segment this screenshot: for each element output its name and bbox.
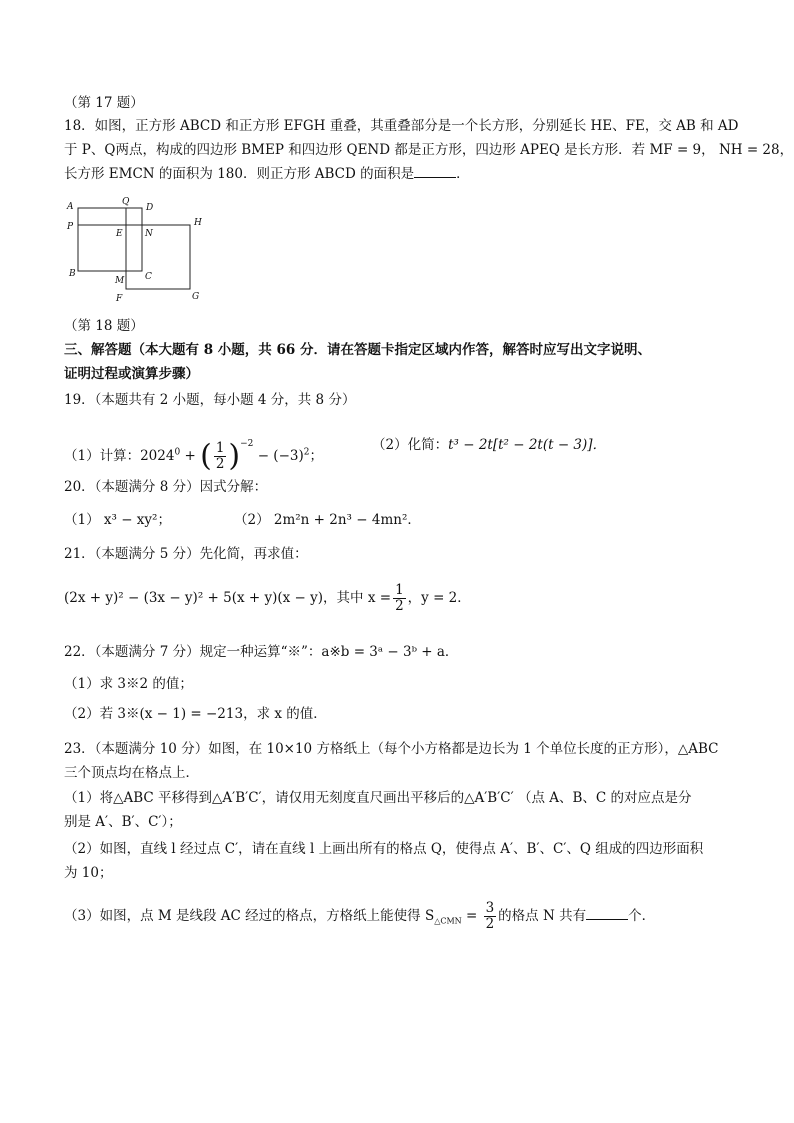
q23-line7-text: （3）如图，点 M 是线段 AC 经过的格点，方格纸上能使得 S (64, 908, 435, 924)
q23-line5: （2）如图，直线 l 经过点 C′，请在直线 l 上画出所有的格点 Q，使得点 A′、B′、C′、Q 组成的四边形面积 (64, 841, 704, 857)
q18-line3 (64, 165, 470, 183)
label-d: D (146, 203, 154, 213)
q19-fraction (214, 441, 227, 472)
label-p: P (67, 222, 74, 232)
caption-q17: （第 17 题） (64, 95, 144, 111)
q19-head: 19．（本题共有 2 小题，每小题 4 分，共 8 分） (64, 392, 356, 408)
q19-p1-end: ； (309, 448, 323, 464)
right-paren: ) (228, 438, 241, 474)
q20-part1: （1） x³ − xy²； (64, 512, 171, 528)
q23-line1: 23．（本题满分 10 分）如图，在 10×10 方格纸上（每个小方格都是边长为 1 个单位长度的正方形），△ABC (64, 741, 719, 757)
q20-head: 20．（本题满分 8 分）因式分解： (64, 479, 268, 495)
q21-expr: (2x + y)² − (3x − y)² + 5(x + y)(x − y)，其中 x = (64, 590, 392, 606)
q18-line2: 于 P、Q两点，构成的四边形 BMEP 和四边形 QEND 都是正方形，四边形 APEQ 是长方形．若 MF = 9， NH = 28， (64, 142, 794, 158)
q21-expr-line (64, 578, 471, 618)
q18-line1: 18．如图，正方形 ABCD 和正方形 EFGH 重叠，其重叠部分是一个长方形，分别延长 HE、FE，交 AB 和 AD (64, 118, 739, 134)
frac-num: 1 (215, 440, 225, 456)
caption-q18: （第 18 题） (64, 318, 144, 334)
q23-line3: （1）将△ABC 平移得到△A′B′C′，请仅用无刻度直尺画出平移后的△A′B′C′ （点 A、B、C 的对应点是分 (64, 790, 692, 806)
label-f: F (116, 294, 123, 304)
q19-part1 (64, 424, 323, 474)
q21-tail: ，y = 2． (407, 590, 471, 606)
frac-num: 3 (485, 900, 495, 916)
square-abcd (78, 208, 142, 271)
q22-part2: （2）若 3※(x − 1) = −213，求 x 的值． (64, 706, 327, 722)
q23-line7-sub: △CMN (434, 916, 462, 926)
answer-blank[interactable] (586, 907, 628, 920)
answer-blank[interactable] (414, 165, 456, 178)
q20-part2: （2） 2m²n + 2n³ − 4mn²． (234, 512, 421, 528)
label-c: C (145, 272, 152, 282)
q21-head: 21．（本题满分 5 分）先化简，再求值： (64, 546, 308, 562)
q19-p2-label: （2）化简： (372, 437, 449, 453)
q18-line3-text: 长方形 EMCN 的面积为 180．则正方形 ABCD 的面积是 (64, 166, 415, 182)
q21-fraction (393, 583, 406, 614)
q19-p2-expr: t³ − 2t[t² − 2t(t − 3)]． (448, 437, 607, 453)
label-a: A (67, 202, 74, 212)
q22-part1: （1）求 3※2 的值； (64, 676, 193, 692)
q19-p1-exp2: 2 (303, 447, 310, 458)
q23-fraction (484, 901, 497, 932)
q23-line4: 别是 A′、B′、C′）； (64, 814, 182, 830)
frac-num: 1 (395, 582, 404, 598)
figure-q18 (64, 196, 214, 308)
q18-line3-end: ． (456, 166, 470, 182)
q23-line7-end: 个． (628, 908, 656, 924)
label-n: N (145, 229, 153, 239)
frac-den: 2 (215, 456, 225, 472)
q23-line7-eq: = (461, 908, 482, 924)
q19-p1-base: 2024 (140, 448, 175, 464)
q23-line7-text2: 的格点 N 共有 (498, 908, 587, 924)
square-efgh (126, 225, 190, 289)
left-paren: ( (200, 438, 212, 474)
q19-p1-exp: −2 (240, 439, 254, 449)
q19-p1-label: （1）计算： (64, 448, 141, 464)
q23-line7 (64, 896, 655, 936)
q23-line2: 三个顶点均在格点上． (64, 765, 199, 781)
label-m: M (115, 276, 125, 286)
q19-p1-plus: + (180, 448, 201, 464)
q19-p1-rest: − (−3) (253, 448, 304, 464)
q23-line6: 为 10； (64, 865, 113, 881)
frac-den: 2 (395, 598, 404, 614)
q19-p1-exp0: 0 (174, 447, 181, 458)
q22-head: 22．（本题满分 7 分）规定一种运算“※”：a※b = 3ᵃ − 3ᵇ + a． (64, 644, 459, 660)
label-b: B (69, 269, 76, 279)
label-h: H (194, 218, 202, 228)
section3-line1: 三、解答题（本大题有 8 小题，共 66 分．请在答题卡指定区域内作答，解答时应写出文字说明、 (64, 342, 651, 358)
label-g: G (192, 292, 200, 302)
frac-den: 2 (485, 916, 495, 932)
label-e: E (116, 229, 123, 239)
label-q: Q (122, 197, 130, 207)
section3-line2: 证明过程或演算步骤） (64, 366, 199, 382)
q19-part2 (372, 436, 606, 454)
